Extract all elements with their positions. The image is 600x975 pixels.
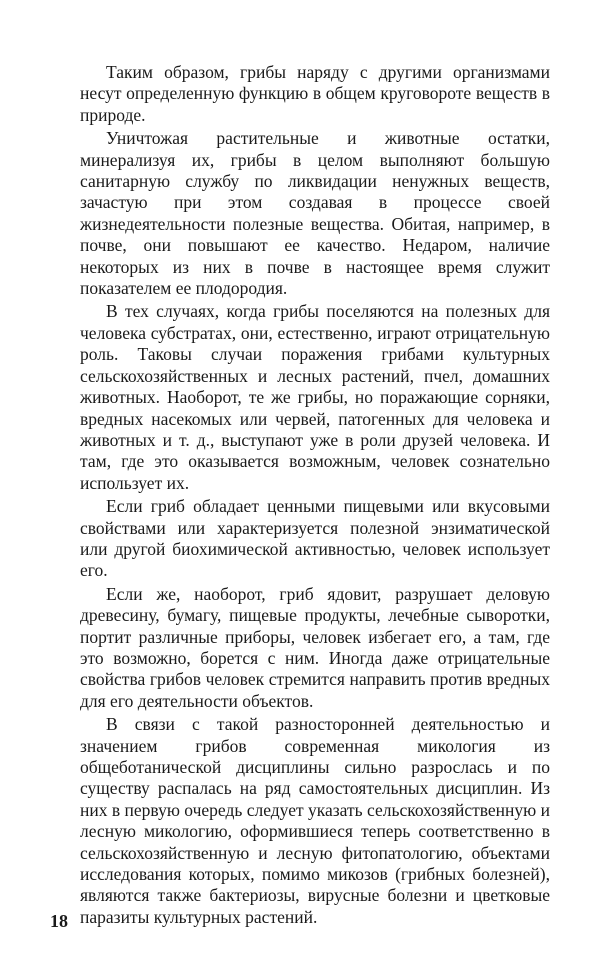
page-number: 18: [50, 911, 68, 931]
paragraph-3: В тех случаях, когда грибы поселяются на полезных для человека субстратах, они, естественно, играют отрицательную роль. Таковы случаи поражения грибами культурных сельскохозяйственных и лесных растений, пчел, домашних животных. Наоборот, те же грибы, но поражающие сорняки, вредных насекомых или червей, патогенных для человека и животных и т. д., выступают уже в роли друзей человека. И там, где это оказывается возможным, человек сознательно использует их.: [80, 301, 550, 493]
paragraph-6: В связи с такой разносторонней деятельностью и значением грибов современная микология из общеботанической дисциплины сильно разрослась и по существу распалась на ряд самостоятельных дисциплин. Из них в первую очередь следует указать сельскохозяйственную и лесную микологию, оформившиеся теперь соответственно в сельскохозяйственную и лесную фитопатологию, объектами исследования которых, помимо микозов (грибных болезней), являются также бактериозы, вирусные болезни и цветковые паразиты культурных растений.: [80, 714, 550, 927]
paragraph-5: Если же, наоборот, гриб ядовит, разрушает деловую древесину, бумагу, пищевые продукты, лечебные сыворотки, портит различные приборы, человек избегает его, а там, где это возможно, борется с ним. Иногда даже отрицательные свойства грибов человек стремится направить против вредных для его деятельности объектов.: [80, 583, 550, 711]
paragraph-2: Уничтожая растительные и животные остатки, минерализуя их, грибы в целом выполняют большую санитарную службу по ликвидации ненужных веществ, зачастую при этом создавая в процессе своей жизнедеятельности полезные вещества. Обитая, например, в почве, они повышают ее качество. Недаром, наличие некоторых из них в почве в настоящее время служит показателем ее плодородия.: [80, 128, 550, 299]
page-text-body: [80, 62, 550, 930]
paragraph-4: Если гриб обладает ценными пищевыми или вкусовыми свойствами или характеризуется полезной энзиматической или другой биохимической активностью, человек использует его.: [80, 496, 550, 581]
paragraph-1: Таким образом, грибы наряду с другими организмами несут определенную функцию в общем круговороте веществ в природе.: [80, 62, 550, 125]
